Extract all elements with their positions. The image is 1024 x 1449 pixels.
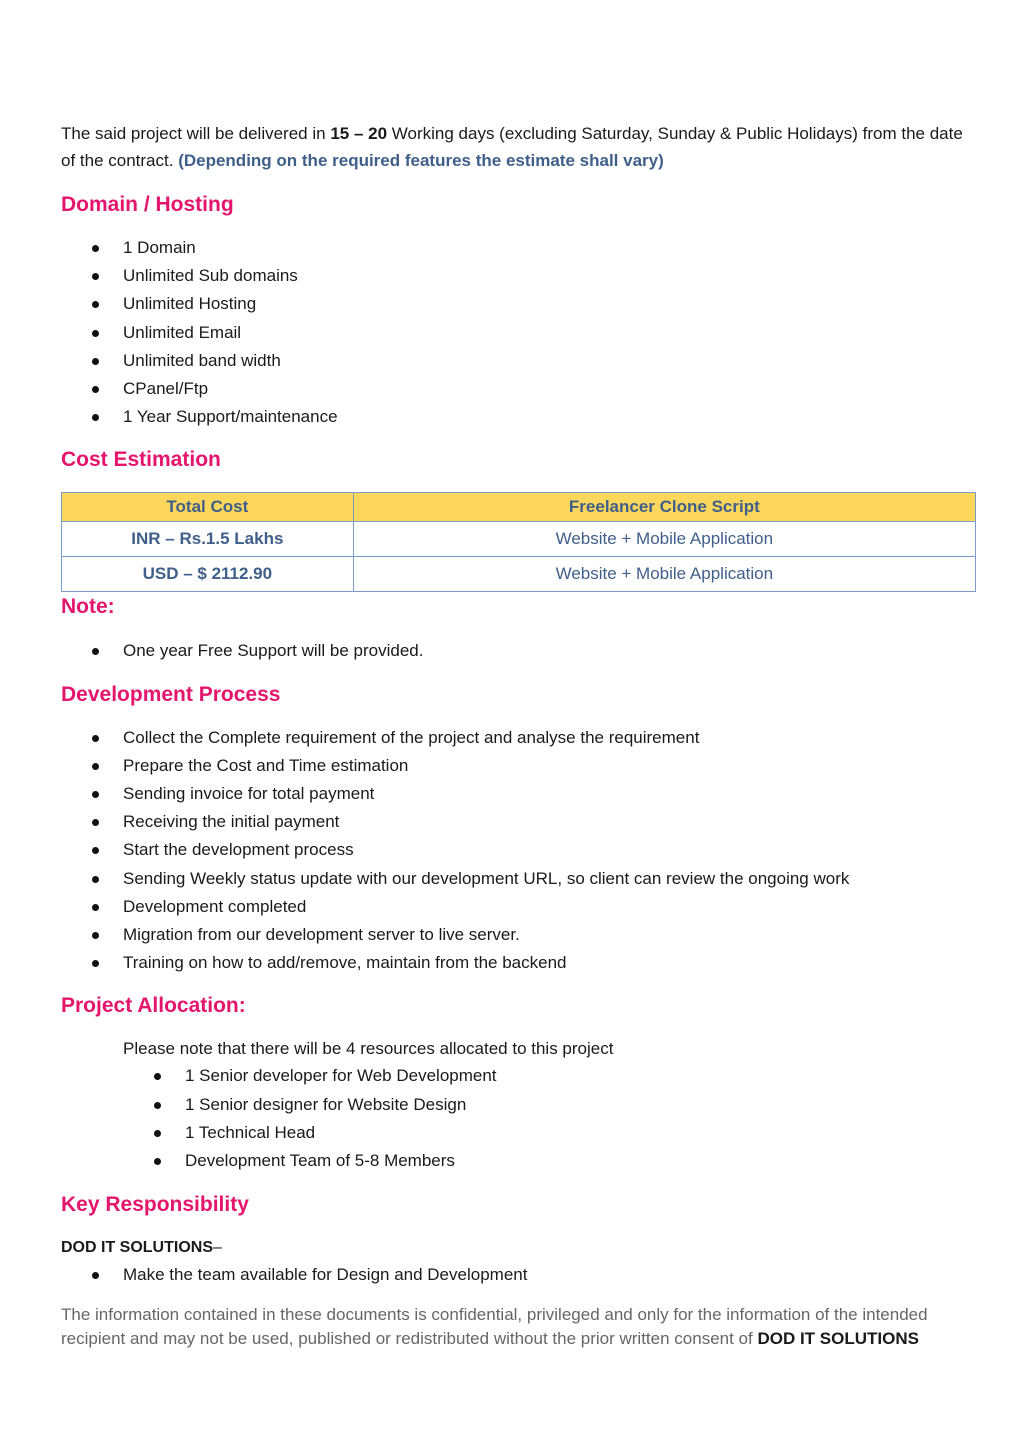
domain-hosting-heading: Domain / Hosting <box>61 193 234 216</box>
development-process-heading: Development Process <box>61 682 281 706</box>
list-item: One year Free Support will be provided. <box>61 637 976 665</box>
table-row <box>62 557 976 592</box>
table-header-total-cost: Total Cost <box>62 493 354 522</box>
intro-days: 15 – 20 <box>330 124 388 143</box>
footer-text: The information contained in these documents is confidential, privileged and only for the information of the intended recipient and may not be used, published or redistributed without the prior written consent of <box>61 1305 928 1349</box>
list-item: Training on how to add/remove, maintain from the backend <box>61 949 976 977</box>
table-cell-scope: Website + Mobile Application <box>353 557 975 592</box>
list-item: 1 Domain <box>61 234 976 262</box>
list-item: Migration from our development server to live server. <box>61 921 976 949</box>
list-item: Unlimited Sub domains <box>61 262 976 290</box>
document-page <box>61 120 976 1351</box>
table-header-row <box>62 493 976 522</box>
list-item: Unlimited Email <box>61 319 976 347</box>
project-allocation-heading: Project Allocation: <box>61 994 246 1018</box>
key-responsibility-list <box>61 1261 976 1289</box>
project-allocation-intro: Please note that there will be 4 resources allocated to this project <box>123 1039 614 1059</box>
list-item: Sending Weekly status update with our development URL, so client can review the ongoing work <box>61 865 976 893</box>
cost-estimation-heading: Cost Estimation <box>61 448 221 472</box>
intro-paragraph <box>61 120 976 174</box>
table-cell-scope: Website + Mobile Application <box>353 522 975 557</box>
footer-company: DOD IT SOLUTIONS <box>757 1329 919 1349</box>
responsibility-dash: – <box>213 1239 222 1257</box>
table-cell-cost: USD – $ 2112.90 <box>62 557 354 592</box>
list-item: Development completed <box>61 893 976 921</box>
list-item: CPanel/Ftp <box>61 375 976 403</box>
confidentiality-footer <box>61 1303 976 1351</box>
list-item: 1 Senior designer for Website Design <box>61 1091 976 1119</box>
development-process-list <box>61 724 976 978</box>
list-item: Prepare the Cost and Time estimation <box>61 752 976 780</box>
responsibility-company-name: DOD IT SOLUTIONS <box>61 1239 213 1257</box>
list-item: 1 Technical Head <box>61 1119 976 1147</box>
intro-note: (Depending on the required features the estimate shall vary) <box>178 151 664 170</box>
note-heading: Note: <box>61 595 115 619</box>
note-list <box>61 637 976 665</box>
list-item: 1 Senior developer for Web Development <box>61 1062 976 1090</box>
key-responsibility-heading: Key Responsibility <box>61 1193 249 1217</box>
table-row <box>62 522 976 557</box>
table-cell-cost: INR – Rs.1.5 Lakhs <box>62 522 354 557</box>
list-item: Unlimited band width <box>61 347 976 375</box>
cost-table <box>61 492 976 592</box>
list-item: Unlimited Hosting <box>61 290 976 318</box>
list-item: 1 Year Support/maintenance <box>61 403 976 431</box>
list-item: Start the development process <box>61 836 976 864</box>
responsibility-company <box>61 1235 976 1261</box>
list-item: Make the team available for Design and Development <box>61 1261 976 1289</box>
intro-text-before: The said project will be delivered in <box>61 124 331 143</box>
list-item: Receiving the initial payment <box>61 808 976 836</box>
list-item: Collect the Complete requirement of the project and analyse the requirement <box>61 724 976 752</box>
domain-hosting-list <box>61 234 976 431</box>
project-allocation-list <box>61 1062 976 1175</box>
intro-text-after: Working days (excluding Saturday, Sunday & Public Holidays) from the date of the contract. <box>61 124 963 170</box>
list-item: Sending invoice for total payment <box>61 780 976 808</box>
table-header-script: Freelancer Clone Script <box>353 493 975 522</box>
list-item: Development Team of 5-8 Members <box>61 1147 976 1175</box>
